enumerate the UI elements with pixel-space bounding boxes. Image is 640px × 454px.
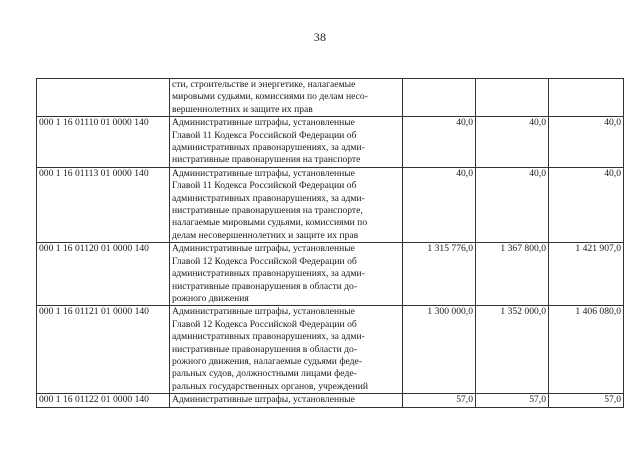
- amount-year-3: 1 421 907,0: [549, 243, 624, 306]
- description-line: рожного движения: [172, 292, 249, 304]
- budget-classification-code: 000 1 16 01110 01 0000 140: [37, 117, 170, 168]
- description-line: Административные штрафы, установленные: [172, 117, 355, 129]
- amount-year-3: 1 406 080,0: [549, 306, 624, 394]
- description-line: ральных государственных органов, учреждений: [172, 380, 369, 392]
- description-line: Административные штрафы, установленные: [172, 306, 355, 318]
- budget-classification-code: 000 1 16 01113 01 0000 140: [37, 167, 170, 242]
- amount-year-2: [476, 79, 549, 117]
- amount-year-3: 57,0: [549, 394, 624, 407]
- amount-year-2: 1 367 800,0: [476, 243, 549, 306]
- description-line: нистративные правонарушения в области до-: [172, 343, 358, 355]
- amount-year-3: [549, 79, 624, 117]
- budget-classification-code: 000 1 16 01121 01 0000 140: [37, 306, 170, 394]
- amount-year-1: 40,0: [403, 117, 476, 168]
- amount-year-2: 1 352 000,0: [476, 306, 549, 394]
- table-row: [37, 167, 624, 242]
- table-row: [37, 306, 624, 394]
- amount-year-2: 40,0: [476, 167, 549, 242]
- table-row: [37, 79, 624, 117]
- description-line: ральных судов, должностными лицами феде-: [172, 368, 357, 380]
- description-line: вершеннолетних и защите их прав: [172, 103, 313, 115]
- description-line: мировыми судьями, комиссиями по делам несо-: [172, 91, 368, 103]
- description-line: нистративные правонарушения в области до-: [172, 280, 358, 292]
- table-row: [37, 117, 624, 168]
- amount-year-1: 1 315 776,0: [403, 243, 476, 306]
- amount-year-1: 57,0: [403, 394, 476, 407]
- table-row: [37, 243, 624, 306]
- description-line: Главой 12 Кодекса Российской Федерации об: [172, 318, 357, 330]
- description-line: Главой 11 Кодекса Российской Федерации об: [172, 129, 357, 141]
- revenue-description: [170, 243, 403, 306]
- revenue-description: [170, 394, 403, 407]
- description-line: сти, строительстве и энергетике, налагаемые: [172, 79, 356, 90]
- page-number: 38: [313, 30, 327, 44]
- description-line: делам несовершеннолетних и защите их прав: [172, 229, 359, 241]
- amount-year-3: 40,0: [549, 167, 624, 242]
- amount-year-1: 1 300 000,0: [403, 306, 476, 394]
- description-line: административных правонарушениях, за адми-: [172, 268, 365, 280]
- description-line: нистративные правонарушения на транспорте,: [172, 205, 363, 217]
- description-line: налагаемые мировыми судьями, комиссиями по: [172, 217, 368, 229]
- revenue-description: [170, 117, 403, 168]
- description-line: административных правонарушениях, за адми-: [172, 192, 365, 204]
- amount-year-1: [403, 79, 476, 117]
- description-line: Административные штрафы, установленные: [172, 167, 355, 179]
- revenue-description: [170, 306, 403, 394]
- budget-classification-code: 000 1 16 01122 01 0000 140: [37, 394, 170, 407]
- budget-classification-code: 000 1 16 01120 01 0000 140: [37, 243, 170, 306]
- revenue-description: [170, 167, 403, 242]
- amount-year-1: 40,0: [403, 167, 476, 242]
- budget-revenue-table: [36, 78, 624, 408]
- description-line: административных правонарушениях, за адми-: [172, 142, 365, 154]
- budget-classification-code: [37, 79, 170, 117]
- description-line: Административные штрафы, установленные: [172, 394, 355, 406]
- amount-year-2: 40,0: [476, 117, 549, 168]
- description-line: Административные штрафы, установленные: [172, 243, 355, 255]
- revenue-description: [170, 79, 403, 117]
- description-line: нистративные правонарушения на транспорте: [172, 154, 361, 166]
- description-line: рожного движения, налагаемые судьями феде-: [172, 355, 363, 367]
- amount-year-3: 40,0: [549, 117, 624, 168]
- amount-year-2: 57,0: [476, 394, 549, 407]
- description-line: Главой 11 Кодекса Российской Федерации об: [172, 180, 357, 192]
- description-line: административных правонарушениях, за адми-: [172, 331, 365, 343]
- description-line: Главой 12 Кодекса Российской Федерации об: [172, 255, 357, 267]
- table-row: [37, 394, 624, 407]
